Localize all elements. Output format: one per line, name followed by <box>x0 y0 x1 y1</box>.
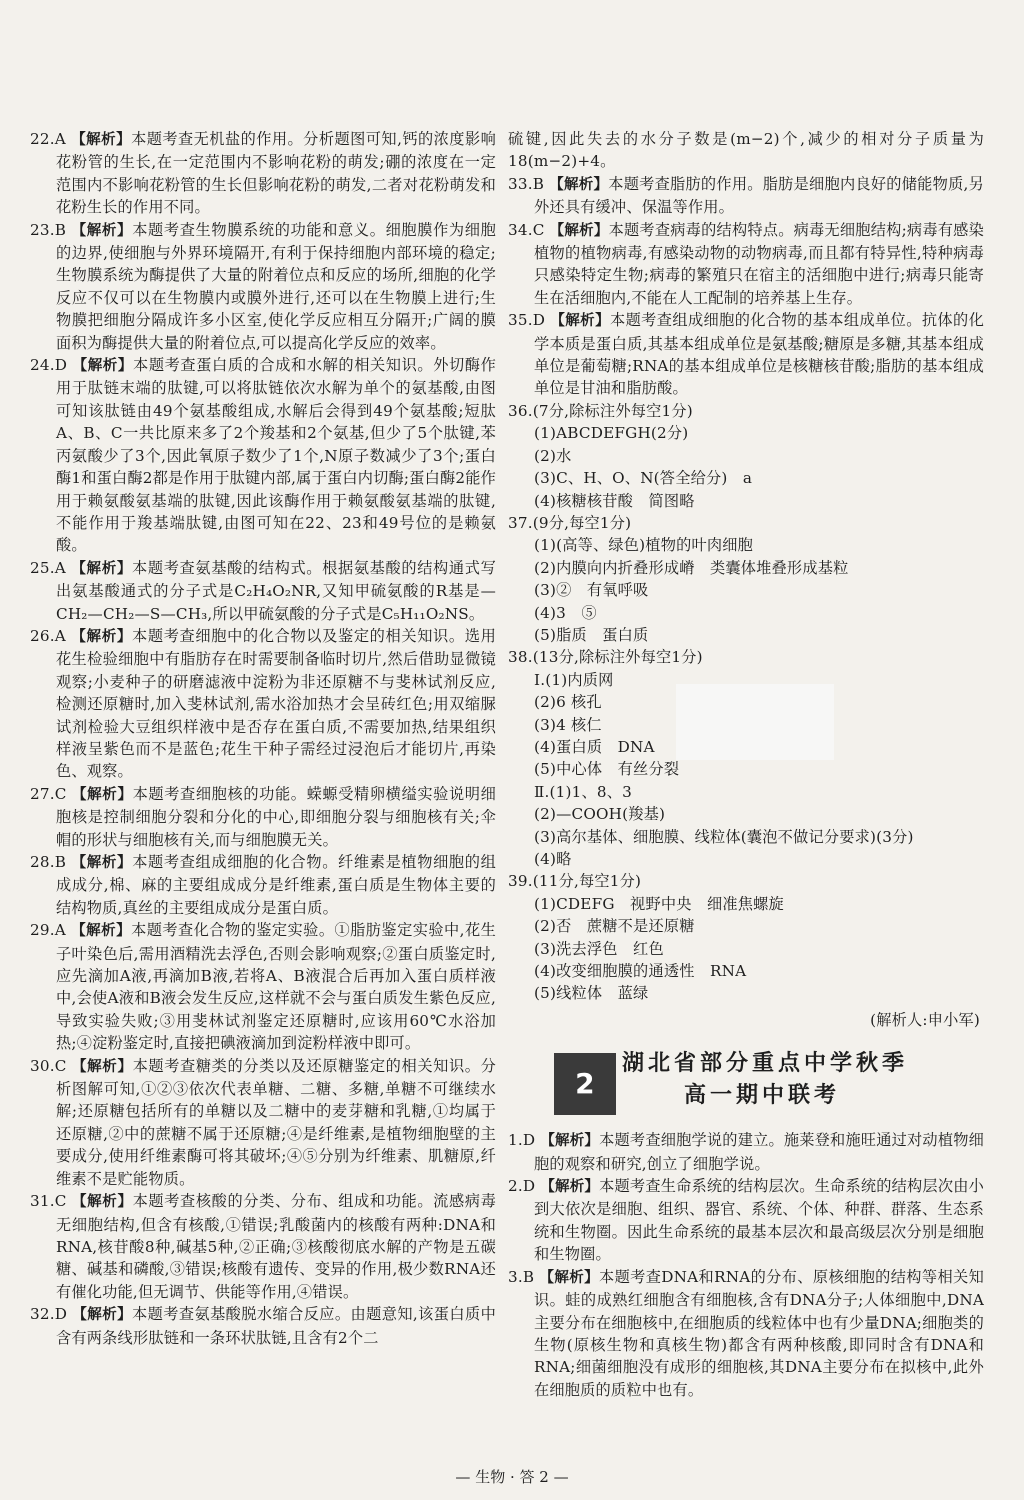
analysis-tag: 【解析】 <box>549 222 609 239</box>
analyst-signature: (解析人:申小军) <box>870 1010 980 1029</box>
answer-text: 本题考查脂肪的作用。脂肪是细胞内良好的储能物质,另外还具有缓冲、保温等作用。 <box>534 174 984 217</box>
answer-line: (2)—COOH(羧基) <box>534 805 666 824</box>
answer-header: 37.(9分,每空1分) <box>508 513 632 532</box>
answer-line: Ⅱ.(1)1、8、3 <box>534 782 633 801</box>
answer-line: (1)(高等、绿色)植物的叶肉细胞 <box>534 536 754 555</box>
answer-paragraph <box>30 851 496 919</box>
answer-number: 33.B <box>508 174 550 193</box>
section-banner <box>508 1045 984 1115</box>
answer-number: 2.D <box>508 1177 541 1196</box>
answer-line: (3)4 核仁 <box>534 715 602 734</box>
answer-line: (3)C、H、O、N(答全给分) a <box>534 469 753 488</box>
answer-line: (4)3 ⑤ <box>534 603 597 622</box>
answer-number: 32.D <box>30 1305 73 1324</box>
answer-line: (3)高尔基体、细胞膜、线粒体(囊泡不做记分要求)(3分) <box>534 827 914 846</box>
right-top-answers <box>508 128 984 400</box>
answer-number: 22.A <box>30 130 72 148</box>
answer-text: 本题考查氨基酸的结构式。根据氨基酸的结构通式写出氨基酸通式的分子式是C₂H₄O₂NR,又知甲硫氨酸的R基是—CH₂—CH₂—S—CH₃,所以甲硫氨酸的分子式是C₅H₁₁O₂NS。 <box>56 558 496 623</box>
answer-paragraph <box>508 1266 984 1401</box>
answer-text: 本题考查组成细胞的化合物的基本组成单位。抗体的化学本质是蛋白质,其基本组成单位是氨基酸;糖原是多糖,其基本组成单位是葡萄糖;RNA的基本组成单位是核糖核苷酸;脂肪的基本组成单位是甘油和脂肪酸。 <box>534 311 984 398</box>
analysis-tag: 【解析】 <box>550 313 610 330</box>
analysis-tag: 【解析】 <box>71 855 133 871</box>
answer-line: (4)核糖核苷酸 简图略 <box>534 491 695 510</box>
answer-header: 36.(7分,除标注外每空1分) <box>508 401 693 420</box>
answer-text: 本题考查细胞核的功能。蝾螈受精卵横缢实验说明细胞核是控制细胞分裂和分化的中心,即细胞分裂与细胞核有关;伞帽的形状与细胞核有关,而与细胞膜无关。 <box>56 784 496 849</box>
redacted-block <box>676 684 834 760</box>
answer-paragraph <box>508 173 984 219</box>
analysis-tag: 【解析】 <box>540 1133 600 1150</box>
answer-line: (2)6 核孔 <box>534 693 602 712</box>
answer-number: 23.B <box>30 220 72 239</box>
answer-number: 24.D <box>30 356 73 375</box>
answer-line: (5)中心体 有丝分裂 <box>534 760 680 779</box>
answer-number: 27.C <box>30 784 73 803</box>
answer-text: 本题考查病毒的结构特点。病毒无细胞结构;病毒有感染植物的植物病毒,有感染动物的动物病毒,而且都有特异性,特种病毒只感染特定生物;病毒的繁殖只在宿主的活细胞中进行;病毒只能寄生在活细胞内,不能在人工配制的培养基上生存。 <box>534 220 984 307</box>
answer-line: (4)改变细胞膜的通透性 RNA <box>534 962 747 981</box>
analysis-tag: 【解析】 <box>72 1307 133 1324</box>
answer-number: 1.D <box>508 1131 541 1150</box>
answer-37 <box>508 512 984 646</box>
answer-paragraph <box>508 219 984 310</box>
answer-line: (3)洗去浮色 红色 <box>534 939 664 958</box>
analysis-tag: 【解析】 <box>540 1179 600 1196</box>
answer-paragraph <box>30 219 496 354</box>
answer-paragraph <box>508 1129 984 1175</box>
answer-text: 本题考查糖类的分类以及还原糖鉴定的相关知识。分析图解可知,①②③依次代表单糖、二糖、多糖,单糖不可继续水解;还原糖包括所有的单糖以及二糖中的麦芽糖和乳糖,①均属于还原糖,②中的蔗糖不属于还原糖;④是纤维素,是植物细胞壁的主要成分,使用纤维素酶可将其破坏;④⑤分别为纤维素、肌糖原,纤维素不是贮能物质。 <box>56 1056 496 1188</box>
answer-number: 30.C <box>30 1056 73 1075</box>
answer-number: 25.A <box>30 558 72 577</box>
answer-number: 28.B <box>30 853 72 871</box>
analysis-tag: 【解析】 <box>72 786 133 803</box>
answer-text: 本题考查细胞学说的建立。施莱登和施旺通过对动植物细胞的观察和研究,创立了细胞学说。 <box>534 1131 984 1173</box>
answer-text: 本题考查氨基酸脱水缩合反应。由题意知,该蛋白质中含有两条线形肽链和一条环状肽链,且含有2个二 <box>56 1305 496 1347</box>
analysis-tag: 【解析】 <box>71 923 132 940</box>
answer-line: (1)CDEFG 视野中央 细准焦螺旋 <box>534 894 784 913</box>
answer-line: (2)内膜向内折叠形成嵴 类囊体堆叠形成基粒 <box>534 558 849 577</box>
analysis-tag: 【解析】 <box>71 628 133 645</box>
answer-text: 硫键,因此失去的水分子数是(m−2)个,减少的相对分子质量为18(m−2)+4。 <box>508 130 984 171</box>
answer-paragraph <box>30 783 496 851</box>
answer-paragraph <box>508 309 984 400</box>
answer-number: 29.A <box>30 921 72 940</box>
answer-number: 34.C <box>508 220 550 239</box>
answer-number: 35.D <box>508 311 551 330</box>
analysis-tag: 【解析】 <box>71 222 133 239</box>
right-column <box>508 128 984 1401</box>
answer-text: 本题考查细胞中的化合物以及鉴定的相关知识。选用花生检验细胞中有脂肪存在时需要制备临时切片,然后借助显微镜观察;小麦种子的研磨滤液中淀粉为非还原糖不与斐林试剂反应,检测还原糖时,加入斐林试剂,需水浴加热才会呈砖红色;用双缩脲试剂检验大豆组织样液中是否存在蛋白质,不需要加热,结果组织样液呈紫色而不是蓝色;花生干种子需经过浸泡后才能切片,再染色、观察。 <box>56 626 496 781</box>
answer-36 <box>508 400 984 512</box>
answer-line: (5)脂质 蛋白质 <box>534 625 649 644</box>
analysis-tag: 【解析】 <box>539 1269 600 1286</box>
answer-text: 本题考查DNA和RNA的分布、原核细胞的结构等相关知识。蛙的成熟红细胞含有细胞核,含有DNA分子;人体细胞中,DNA主要分布在细胞核中,在细胞质的线粒体中也有少量DNA;细胞类的生物(原核生物和真核生物)都含有两种核酸,即同时含有DNA和RNA;细菌细胞没有成形的细胞核,其DNA主要分布在拟核中,此外在细胞质的质粒中也有。 <box>534 1267 984 1399</box>
answer-paragraph <box>30 625 496 783</box>
answer-line: (5)线粒体 蓝绿 <box>534 984 649 1003</box>
section-title-line2: 高一期中联考 <box>684 1083 841 1109</box>
left-column <box>30 128 496 1349</box>
answer-line: (3)② 有氧呼吸 <box>534 581 649 600</box>
answer-paragraph <box>30 354 496 557</box>
answer-text: 本题考查化合物的鉴定实验。①脂肪鉴定实验中,花生子叶染色后,需用酒精洗去浮色,否则会影响观察;②蛋白质鉴定时,应先滴加A液,再滴加B液,若将A、B液混合后再加入蛋白质样液中,会使A液和B液会发生反应,这样就不会与蛋白质发生紫色反应,导致实验失败;③用斐林试剂鉴定还原糖时,应该用60℃水浴加热;④淀粉鉴定时,直接把碘液滴加到淀粉样液中即可。 <box>56 921 496 1053</box>
answer-header: 38.(13分,除标注外每空1分) <box>508 648 703 667</box>
section-number: 2 <box>554 1053 616 1115</box>
answer-paragraph <box>30 557 496 625</box>
analysis-tag: 【解析】 <box>549 176 609 193</box>
answer-text: 本题考查核酸的分类、分布、组成和功能。流感病毒无细胞结构,但含有核酸,①错误;乳酸菌内的核酸有两种:DNA和RNA,核苷酸8种,碱基5种,②正确;③核酸彻底水解的产物是五碳糖、碱基和磷酸,③错误;核酸有遗传、变异的作用,极少数RNA还有催化功能,但无调节、供能等作用,④错误。 <box>56 1192 496 1301</box>
answer-line: (4)略 <box>534 850 572 868</box>
answer-line: (2)否 蔗糖不是还原糖 <box>534 917 695 936</box>
answer-paragraph <box>30 1190 496 1303</box>
answer-number: 26.A <box>30 626 72 645</box>
analysis-tag: 【解析】 <box>71 132 132 148</box>
answer-paragraph <box>30 1055 496 1190</box>
analysis-tag: 【解析】 <box>72 1194 133 1211</box>
answer-number: 31.C <box>30 1192 73 1211</box>
answer-line: (2)水 <box>534 446 572 465</box>
answer-paragraph <box>30 919 496 1054</box>
answer-line: Ⅰ.(1)内质网 <box>534 670 614 689</box>
answer-39 <box>508 870 984 1004</box>
analysis-tag: 【解析】 <box>72 358 134 375</box>
section-title-line1: 湖北省部分重点中学秋季 <box>622 1051 909 1077</box>
answer-number: 3.B <box>508 1267 540 1286</box>
answer-paragraph <box>30 1303 496 1349</box>
answer-text: 本题考查蛋白质的合成和水解的相关知识。外切酶作用于肽链末端的肽键,可以将肽链依次水解为单个的氨基酸,由图可知该肽链由49个氨基酸组成,水解后会得到49个氨基酸;短肽A、B、C一共比原来多了2个羧基和2个氨基,但少了5个肽键,苯丙氨酸少了3个,因此氧原子数少了1个,N原子数减少了3个;蛋白酶1和蛋白酶2都是作用于肽键内部,属于蛋白内切酶;蛋白酶2能作用于赖氨酸氨基端的肽键,因此该酶作用于赖氨酸氨基端的肽键,不能作用于羧基端肽键,由图可知在22、23和49号位的是赖氨酸。 <box>56 356 497 555</box>
answer-paragraph <box>30 128 496 219</box>
answer-line: (1)ABCDEFGH(2分) <box>534 424 689 443</box>
answer-text: 本题考查生命系统的结构层次。生命系统的结构层次由小到大依次是细胞、组织、器官、系统、个体、种群、群落、生态系统和生物圈。因此生命系统的最基本层次和最高级层次分别是细胞和生物圈。 <box>534 1177 984 1264</box>
page-footer: — 生物 · 答 2 — <box>455 1468 569 1486</box>
right-bottom-answers <box>508 1129 984 1401</box>
analysis-tag: 【解析】 <box>71 560 133 577</box>
answer-text: 本题考查生物膜系统的功能和意义。细胞膜作为细胞的边界,使细胞与外界环境隔开,有利于保持细胞内部环境的稳定;生物膜系统为酶提供了大量的附着位点和反应的场所,细胞的化学反应不仅可以在生物膜内或膜外进行,还可以在生物膜上进行;生物膜把细胞分隔成许多小区室,使化学反应相互分隔开;广阔的膜面积为酶提供大量的附着位点,可以提高化学反应的效率。 <box>56 220 496 352</box>
answer-text: 本题考查组成细胞的化合物。纤维素是植物细胞的组成成分,棉、麻的主要组成成分是纤维素,蛋白质是生物体主要的结构物质,真丝的主要组成成分是蛋白质。 <box>56 853 496 917</box>
answer-header: 39.(11分,每空1分) <box>508 872 642 891</box>
analysis-tag: 【解析】 <box>72 1058 133 1075</box>
answer-line: (4)蛋白质 DNA <box>534 737 655 756</box>
answer-paragraph <box>508 128 984 173</box>
answer-text: 本题考查无机盐的作用。分析题图可知,钙的浓度影响花粉管的生长,在一定范围内不影响花粉的萌发;硼的浓度在一定范围内不影响花粉管的生长但影响花粉的萌发,二者对花粉萌发和花粉生长的作用不同。 <box>56 130 496 217</box>
answer-paragraph <box>508 1175 984 1266</box>
